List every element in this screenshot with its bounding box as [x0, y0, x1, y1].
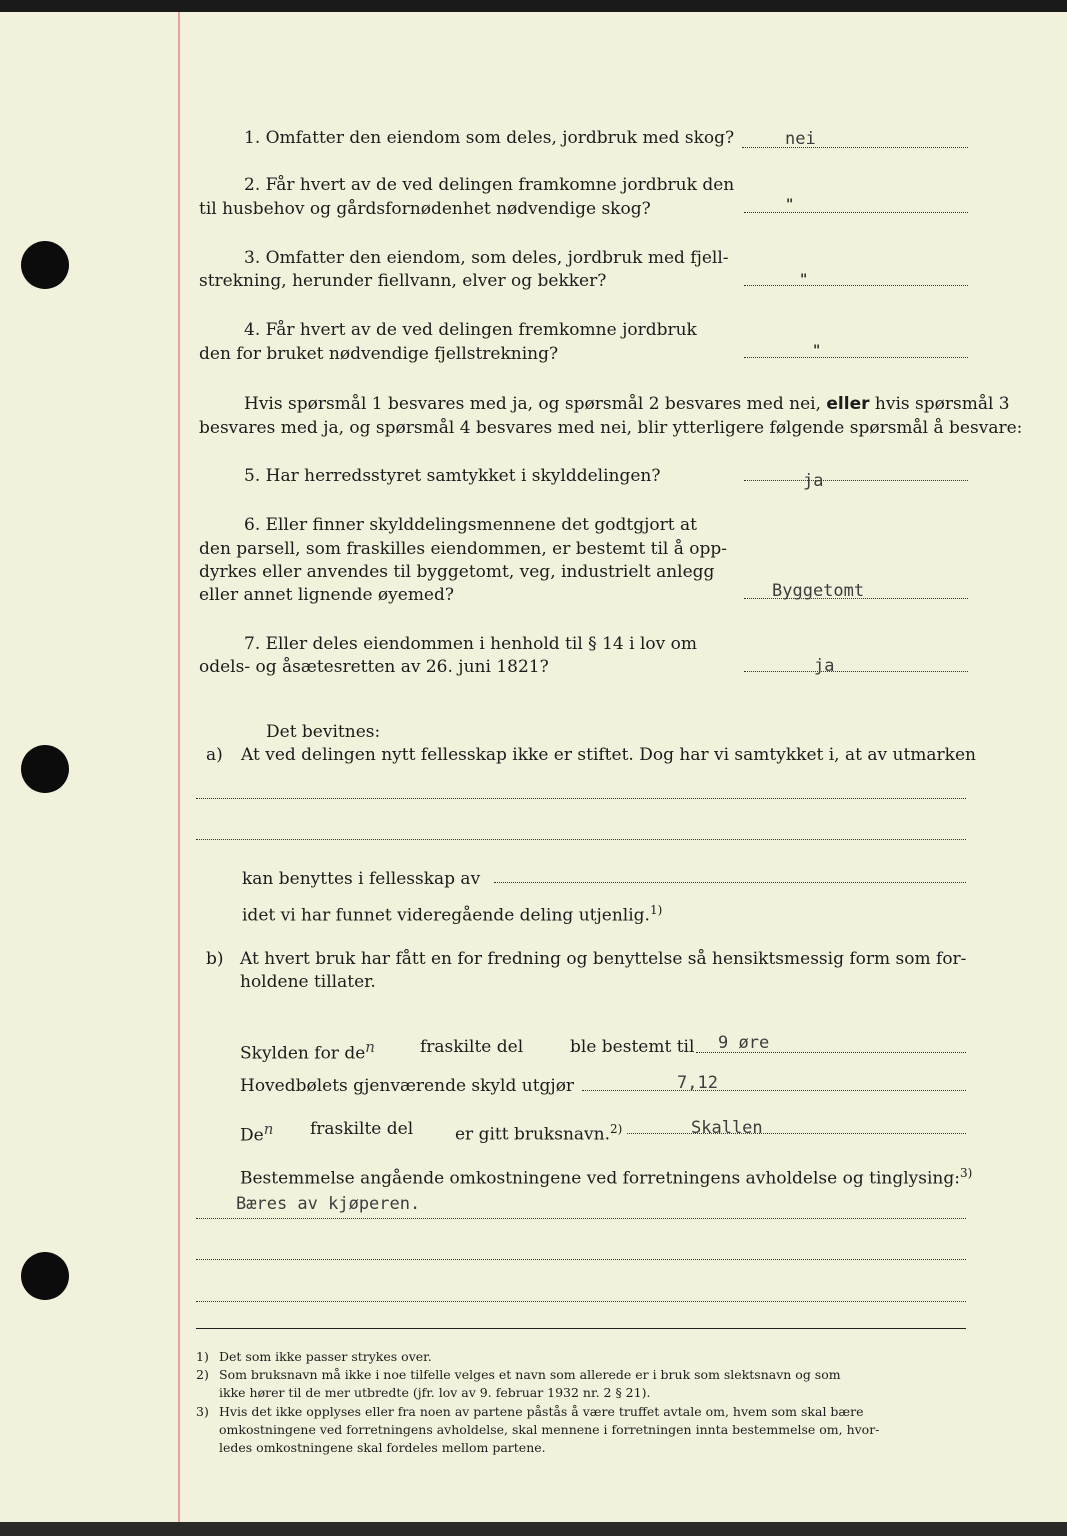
punch-hole	[21, 241, 69, 289]
answer-1: nei	[785, 129, 816, 149]
hoved-value: 7,12	[677, 1073, 718, 1093]
footnote-3-mark: 3)	[196, 1404, 209, 1419]
footnote-3-line-1: Hvis det ikke opplyses eller fra noen av partene påstås å være truffet avtale om, hvem som skal bære	[219, 1404, 864, 1419]
answer-4: "	[813, 343, 821, 359]
condition-emphasis: eller	[826, 394, 870, 414]
skyld-label-b: fraskilte del	[420, 1037, 524, 1057]
condition-text-a: Hvis spørsmål 1 besvares med ja, og spørsmål 2 besvares med nei,	[244, 394, 821, 414]
attest-b-line-2: holdene tillater.	[240, 972, 376, 992]
answer-line-7	[744, 671, 968, 672]
footnote-separator	[196, 1328, 966, 1329]
margin-line	[178, 12, 180, 1522]
shared-use-line	[494, 882, 966, 883]
question-2-line-2: til husbehov og gårdsfornødenhet nødvendige skog?	[199, 199, 651, 219]
skyld-value: 9 øre	[718, 1033, 770, 1053]
footnote-3-line-2: omkostningene ved forretningens avholdelse, skal mennene i forretningen innta bestemmelse om, hvor-	[219, 1422, 880, 1437]
shared-use-label: kan benyttes i fellesskap av	[242, 869, 481, 889]
answer-2: "	[786, 197, 794, 213]
blank-line	[196, 1301, 966, 1302]
question-6-line-4: eller annet lignende øyemed?	[199, 585, 454, 605]
cost-line	[196, 1218, 966, 1219]
footnote-1-mark: 1)	[196, 1349, 209, 1364]
attest-b-label: b)	[206, 949, 224, 969]
den-label-c	[455, 1118, 622, 1146]
question-3-line-2: strekning, herunder fiellvann, elver og bekker?	[199, 271, 607, 291]
hoved-label: Hovedbølets gjenværende skyld utgjør	[240, 1076, 575, 1096]
hoved-line	[582, 1090, 966, 1091]
footnote-ref-1: 1)	[649, 903, 663, 917]
answer-7: ja	[814, 656, 835, 676]
blank-line	[196, 839, 966, 840]
condition-line-1	[244, 393, 1010, 415]
condition-text-c: hvis spørsmål 3	[874, 394, 1010, 414]
den-handwritten-n: n	[263, 1120, 274, 1138]
question-4-line-2: den for bruket nødvendige fjellstrekning?	[199, 344, 559, 364]
form-page	[0, 12, 1067, 1522]
answer-line-2	[744, 212, 968, 213]
punch-hole	[21, 1252, 69, 1300]
answer-line-4	[744, 357, 968, 358]
footnote-ref-3: 3)	[959, 1166, 973, 1180]
question-3-line-1: 3. Omfatter den eiendom, som deles, jordbruk med fjell-	[244, 248, 729, 268]
further-label: idet vi har funnet videregående deling utjenlig.	[242, 905, 650, 926]
blank-line	[196, 798, 966, 799]
den-label-a	[240, 1118, 273, 1147]
question-2-line-1: 2. Får hvert av de ved delingen framkomne jordbruk den	[244, 175, 735, 195]
attest-a-label: a)	[206, 745, 223, 765]
skyld-text: Skylden for de	[240, 1043, 366, 1064]
question-5: 5. Har herredsstyret samtykket i skylddelingen?	[244, 466, 661, 486]
cost-value: Bæres av kjøperen.	[236, 1194, 421, 1214]
question-6-line-1: 6. Eller finner skylddelingsmennene det godtgjort at	[244, 515, 697, 535]
attest-b-line-1: At hvert bruk har fått en for fredning og benyttelse så hensiktsmessig form som for-	[240, 949, 967, 969]
skyld-handwritten-n: n	[365, 1038, 375, 1056]
question-6-line-2: den parsell, som fraskilles eiendommen, er bestemt til å opp-	[199, 539, 728, 559]
punch-hole	[21, 745, 69, 793]
attest-a-text: At ved delingen nytt fellesskap ikke er stiftet. Dog har vi samtykket i, at av utmarken	[241, 745, 976, 765]
question-7-line-2: odels- og åsætesretten av 26. juni 1821?	[199, 657, 549, 677]
scan-top-edge	[0, 0, 1067, 12]
question-1: 1. Omfatter den eiendom som deles, jordbruk med skog?	[244, 128, 735, 148]
answer-5: ja	[803, 471, 824, 491]
answer-6: Byggetomt	[772, 581, 865, 601]
den-text-c: er gitt bruksnavn.	[455, 1124, 611, 1145]
answer-line-5	[744, 480, 968, 481]
blank-line	[196, 1259, 966, 1260]
condition-line-2: besvares med ja, og spørsmål 4 besvares med nei, blir ytterligere følgende spørsmål å besvare:	[199, 418, 1023, 438]
skyld-label-c: ble bestemt til	[570, 1037, 695, 1057]
footnote-ref-2: 2)	[610, 1122, 623, 1136]
question-7-line-1: 7. Eller deles eiendommen i henhold til § 14 i lov om	[244, 634, 697, 654]
answer-3: "	[800, 272, 808, 288]
cost-label	[240, 1162, 972, 1190]
cost-text: Bestemmelse angående omkostningene ved forretningens avholdelse og tinglysing:	[240, 1168, 960, 1189]
attest-heading: Det bevitnes:	[266, 722, 381, 742]
footnote-2-line-1: Som bruksnavn må ikke i noe tilfelle velges et navn som allerede er i bruk som slektsnavn og som	[219, 1367, 841, 1382]
skyld-label-a	[240, 1036, 375, 1065]
scan-bottom-edge	[0, 1522, 1067, 1536]
answer-line-3	[744, 285, 968, 286]
answer-line-1	[742, 147, 968, 148]
footnote-2-mark: 2)	[196, 1367, 209, 1382]
den-text: De	[240, 1125, 264, 1146]
bruksnavn-value: Skallen	[691, 1118, 763, 1138]
den-label-b: fraskilte del	[310, 1119, 414, 1139]
footnote-2-line-2: ikke hører til de mer utbredte (jfr. lov av 9. februar 1932 nr. 2 § 21).	[219, 1385, 651, 1400]
further-text	[242, 899, 662, 927]
footnote-3-line-3: ledes omkostningene skal fordeles mellom partene.	[219, 1440, 546, 1455]
question-4-line-1: 4. Får hvert av de ved delingen fremkomne jordbruk	[244, 320, 697, 340]
footnote-1: Det som ikke passer strykes over.	[219, 1349, 432, 1364]
question-6-line-3: dyrkes eller anvendes til byggetomt, veg, industrielt anlegg	[199, 562, 715, 582]
bruksnavn-line	[627, 1133, 966, 1134]
